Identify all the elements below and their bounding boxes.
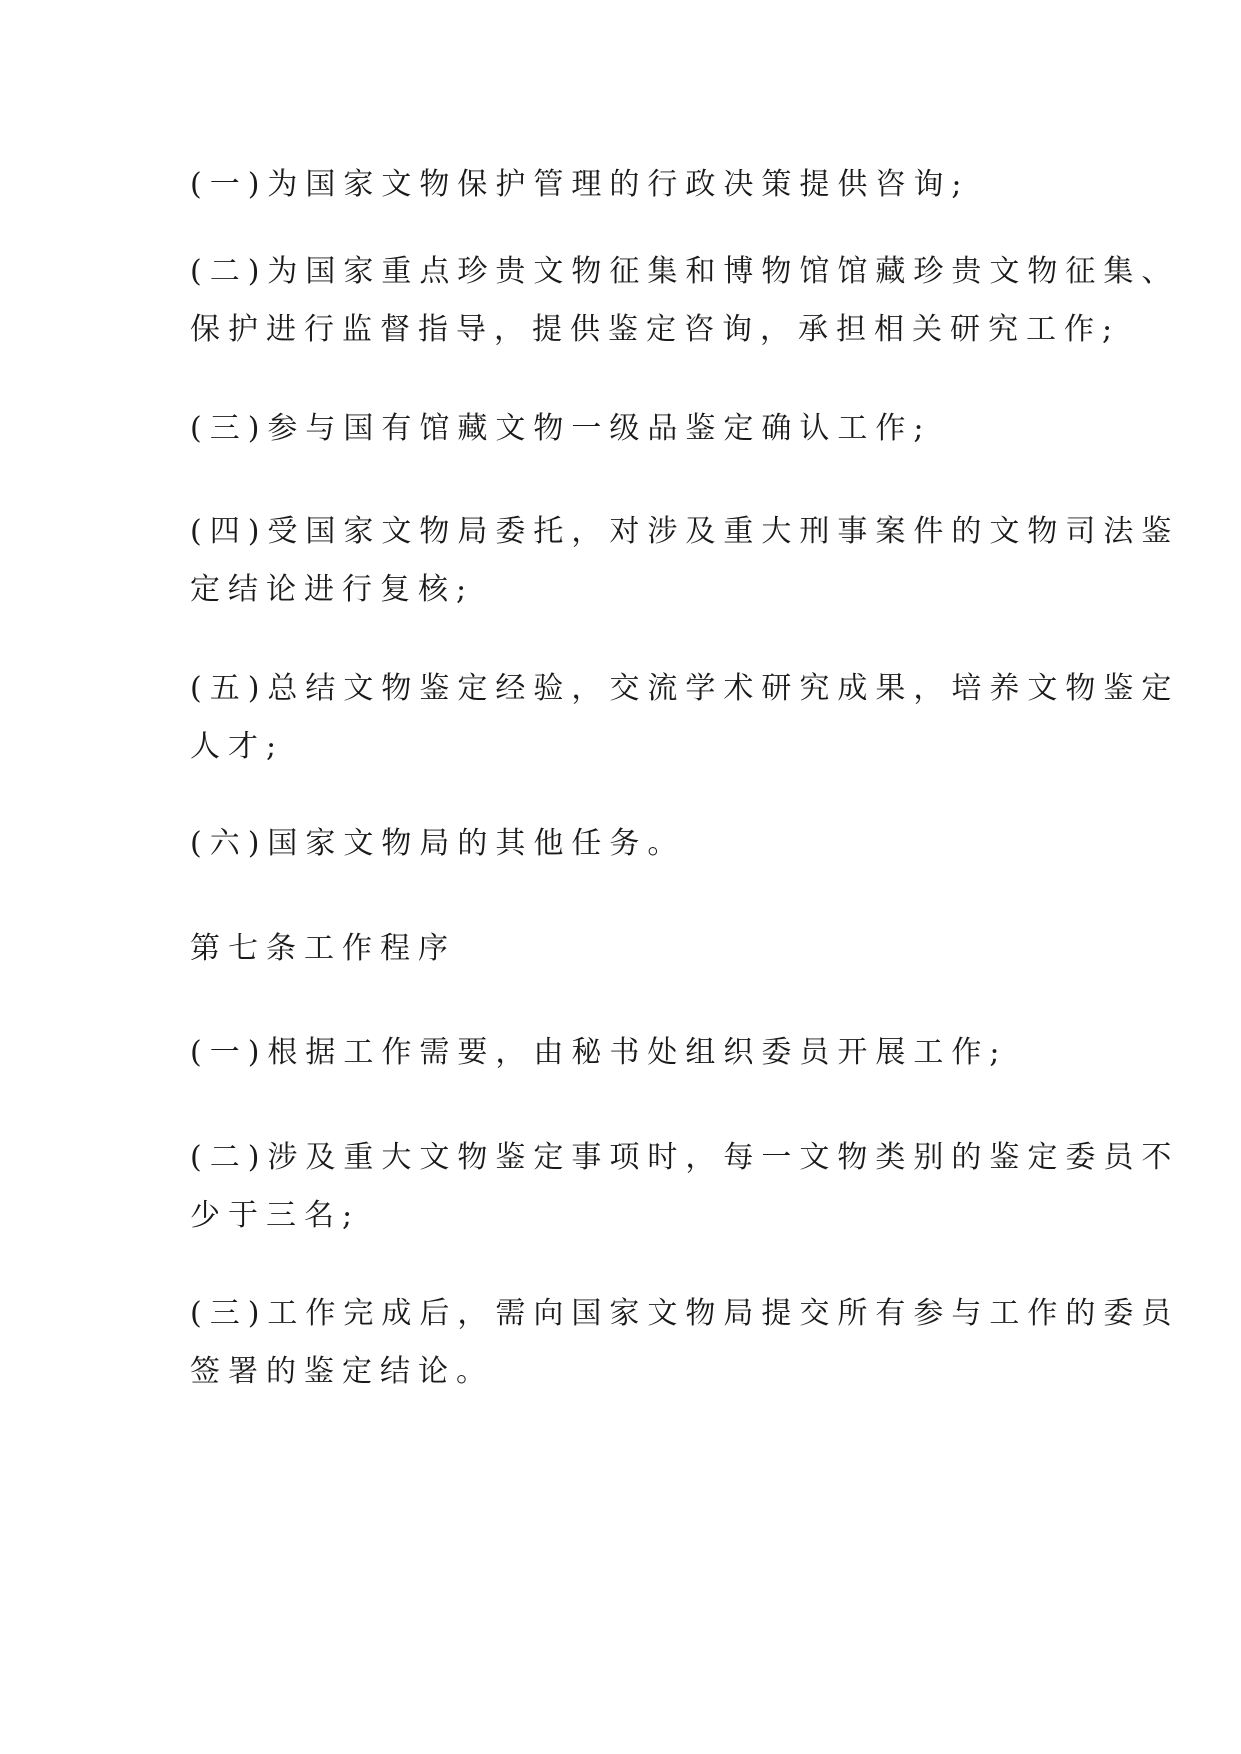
paragraph-item-5 (190, 660, 1180, 776)
paragraph-item-4 (190, 503, 1180, 619)
section-heading (190, 920, 1070, 978)
paragraph-line: (一)根据工作需要，由秘书处组织委员开展工作; (190, 1035, 1008, 1070)
paragraph-item-7 (190, 1024, 1070, 1082)
paragraph-line: 人才; (190, 729, 285, 764)
paragraph-line: (四)受国家文物局委托，对涉及重大刑事案件的文物司法鉴 (190, 514, 1180, 549)
paragraph-line: (六)国家文物局的其他任务。 (190, 826, 686, 861)
paragraph-line: 签署的鉴定结论。 (190, 1354, 494, 1389)
paragraph-line: (五)总结文物鉴定经验，交流学术研究成果，培养文物鉴定 (190, 671, 1180, 706)
paragraph-item-9 (190, 1285, 1180, 1401)
paragraph-item-6 (190, 815, 1070, 873)
heading-line: 第七条工作程序 (190, 931, 456, 966)
paragraph-line: (二)为国家重点珍贵文物征集和博物馆馆藏珍贵文物征集、 (190, 254, 1180, 289)
paragraph-item-2 (190, 243, 1180, 359)
paragraph-item-8 (190, 1129, 1180, 1245)
paragraph-line: (三)参与国有馆藏文物一级品鉴定确认工作; (190, 411, 932, 446)
paragraph-line: 定结论进行复核; (190, 572, 475, 607)
paragraph-line: (三)工作完成后，需向国家文物局提交所有参与工作的委员 (190, 1296, 1180, 1331)
paragraph-item-3 (190, 400, 1070, 458)
paragraph-line: (二)涉及重大文物鉴定事项时，每一文物类别的鉴定委员不 (190, 1140, 1180, 1175)
paragraph-line: 保护进行监督指导，提供鉴定咨询，承担相关研究工作; (190, 312, 1121, 347)
paragraph-line: 少于三名; (190, 1198, 361, 1233)
paragraph-line: (一)为国家文物保护管理的行政决策提供咨询; (190, 167, 970, 202)
paragraph-item-1 (190, 156, 1070, 214)
